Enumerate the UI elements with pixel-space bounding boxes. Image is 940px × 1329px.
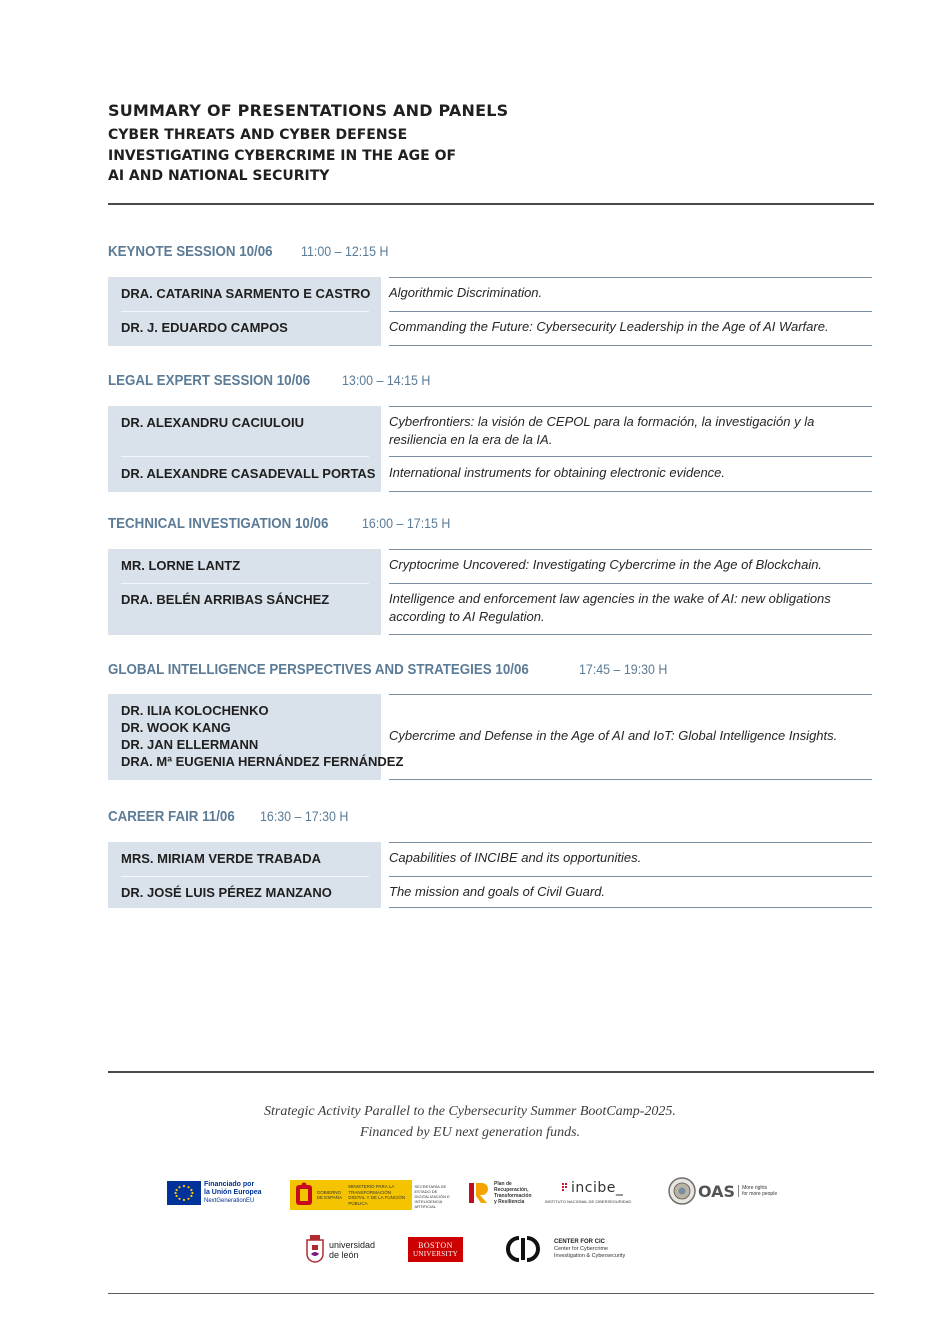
boston-university-logo [408, 1237, 463, 1262]
speaker-name: DRA. CATARINA SARMENTO E CASTRO [121, 286, 371, 301]
prtr-logo-text: y Resiliencia [494, 1199, 525, 1205]
leon-logo-text: de león [329, 1250, 359, 1260]
panel-speaker-name: DR. WOOK KANG [121, 720, 231, 735]
incibe-logo-text: INSTITUTO NACIONAL DE CIBERSEGURIDAD [545, 1199, 632, 1204]
gov-logo-text: GOBIERNO DE ESPAÑA [316, 1189, 343, 1200]
eu-logo-text: Financiado por [204, 1181, 255, 1188]
bottom-divider [108, 1293, 874, 1294]
universidad-leon-logo [304, 1234, 375, 1266]
cic-logo-title: CENTER FOR CIC [554, 1238, 605, 1245]
speaker-name: MR. LORNE LANTZ [121, 558, 241, 573]
talk-title: Capabilities of INCIBE and its opportunities. [389, 850, 642, 865]
session-block-career [108, 842, 872, 908]
talk-row [108, 311, 872, 346]
divider [389, 491, 872, 492]
divider [389, 779, 872, 780]
session-heading-career [108, 809, 356, 829]
session-time: 11:00 – 12:15 H [300, 244, 389, 259]
speaker-name: DR. ALEXANDRU CACIULOIU [121, 415, 304, 430]
cic-logo-text: Center for Cybercrime [554, 1245, 609, 1252]
cic-logo [497, 1236, 625, 1262]
speaker-name: DR. J. EDUARDO CAMPOS [121, 320, 288, 335]
cic-mark-icon [497, 1236, 549, 1262]
talk-title: Cyberfrontiers: la visión de CEPOL para la formación, la investigación y la resiliencia en la era de la IA. [389, 414, 815, 447]
session-block-technical [108, 549, 872, 635]
oas-seal-icon [668, 1177, 696, 1205]
session-heading-legal [108, 373, 438, 393]
prtr-logo-text: Transformación [494, 1193, 532, 1199]
talk-row [108, 583, 872, 635]
gov-logo-text: MINISTERIO PARA LA TRANSFORMACIÓN DIGITAL Y DE LA FUNCIÓN PÚBLICA [348, 1184, 406, 1206]
session-title: TECHNICAL INVESTIGATION 10/06 [108, 516, 329, 532]
oas-tagline: More rights [742, 1185, 768, 1191]
speaker-name: DR. ALEXANDRE CASADEVALL PORTAS [121, 466, 376, 481]
talk-row [108, 277, 872, 311]
speaker-name: DR. JOSÉ LUIS PÉREZ MANZANO [121, 885, 332, 900]
footer-divider [108, 1071, 874, 1073]
leon-shield-icon [304, 1234, 326, 1266]
spain-coat-of-arms-icon [293, 1182, 315, 1208]
oas-tagline: for more people [742, 1191, 778, 1197]
talk-title: Algorithmic Discrimination. [389, 285, 543, 300]
subtitle-line-3: AI AND NATIONAL SECURITY [108, 168, 330, 184]
talk-title: International instruments for obtaining electronic evidence. [389, 465, 726, 480]
talk-title: Cryptocrime Uncovered: Investigating Cybercrime in the Age of Blockchain. [389, 557, 823, 572]
prtr-r-icon [467, 1180, 491, 1206]
session-heading-keynote [108, 244, 396, 264]
eu-flag-icon [167, 1181, 201, 1205]
document-header [108, 100, 874, 187]
cic-logo-text: Investigation & Cybersecurity [554, 1252, 626, 1259]
talk-row [108, 406, 872, 456]
oas-logo [668, 1177, 777, 1205]
prtr-logo [467, 1180, 532, 1206]
incibe-wordmark: incibe_ [571, 1180, 624, 1196]
talk-row [108, 876, 872, 908]
session-title: LEGAL EXPERT SESSION 10/06 [108, 373, 311, 389]
prtr-logo-text: Plan de [494, 1181, 512, 1187]
panel-speaker-name: DR. JAN ELLERMANN [121, 737, 259, 752]
boston-logo-text: BOSTON [418, 1241, 453, 1250]
talk-row [108, 549, 872, 583]
talk-row [108, 456, 872, 492]
session-time: 16:00 – 17:15 H [361, 516, 450, 531]
talk-title: The mission and goals of Civil Guard. [389, 884, 606, 899]
divider [389, 907, 872, 908]
talk-row [108, 842, 872, 876]
eu-logo-text: NextGenerationEU [204, 1198, 255, 1204]
oas-wordmark: OAS [698, 1181, 736, 1201]
session-heading-technical [108, 516, 458, 536]
session-block-keynote [108, 277, 872, 346]
page-title: SUMMARY OF PRESENTATIONS AND PANELS [108, 101, 509, 120]
gov-logo-text: SECRETARÍA DE ESTADO DE DIGITALIZACIÓN E INTELIGENCIA ARTIFICIAL [414, 1184, 450, 1209]
header-divider [108, 203, 874, 205]
session-title: GLOBAL INTELLIGENCE PERSPECTIVES AND STRATEGIES 10/06 [108, 662, 529, 678]
eu-logo [167, 1181, 262, 1205]
leon-logo-text: universidad [329, 1240, 376, 1250]
talk-title: Intelligence and enforcement law agencies in the wake of AI: new obligations according to AI Regulation. [389, 591, 831, 624]
speaker-name: MRS. MIRIAM VERDE TRABADA [121, 851, 322, 866]
talk-title: Commanding the Future: Cybersecurity Leadership in the Age of AI Warfare. [389, 319, 829, 334]
gov-logo-panel [412, 1180, 456, 1210]
session-time: 17:45 – 19:30 H [579, 662, 668, 677]
footer-line-2: Financed by EU next generation funds. [359, 1125, 581, 1140]
session-title: KEYNOTE SESSION 10/06 [108, 244, 273, 260]
incibe-logo [545, 1180, 631, 1204]
footer-line-1: Strategic Activity Parallel to the Cybersecurity Summer BootCamp-2025. [264, 1104, 676, 1119]
panel-speaker-name: DRA. Mª EUGENIA HERNÁNDEZ FERNÁNDEZ [121, 754, 404, 769]
boston-logo-text: UNIVERSITY [413, 1250, 458, 1258]
session-block-legal [108, 406, 872, 492]
subtitle-line-1: CYBER THREATS AND CYBER DEFENSE [108, 127, 408, 143]
session-time: 13:00 – 14:15 H [341, 373, 431, 388]
divider [389, 345, 872, 346]
session-heading-global [108, 662, 675, 682]
session-time: 16:30 – 17:30 H [259, 809, 349, 824]
government-spain-logo [290, 1180, 456, 1210]
panel-title: Cybercrime and Defense in the Age of AI and IoT: Global Intelligence Insights. [389, 728, 838, 743]
divider [389, 634, 872, 635]
session-block-global [108, 694, 872, 780]
session-title: CAREER FAIR 11/06 [108, 809, 235, 825]
speaker-name: DRA. BELÉN ARRIBAS SÁNCHEZ [121, 592, 330, 607]
panel-speaker-name: DR. ILIA KOLOCHENKO [121, 703, 269, 718]
eu-logo-text: la Unión Europea [204, 1189, 262, 1196]
subtitle-line-2: INVESTIGATING CYBERCRIME IN THE AGE OF [108, 147, 457, 164]
prtr-logo-text: Recuperación, [494, 1187, 529, 1193]
incibe-mark-icon [561, 1182, 571, 1194]
divider [389, 694, 872, 695]
